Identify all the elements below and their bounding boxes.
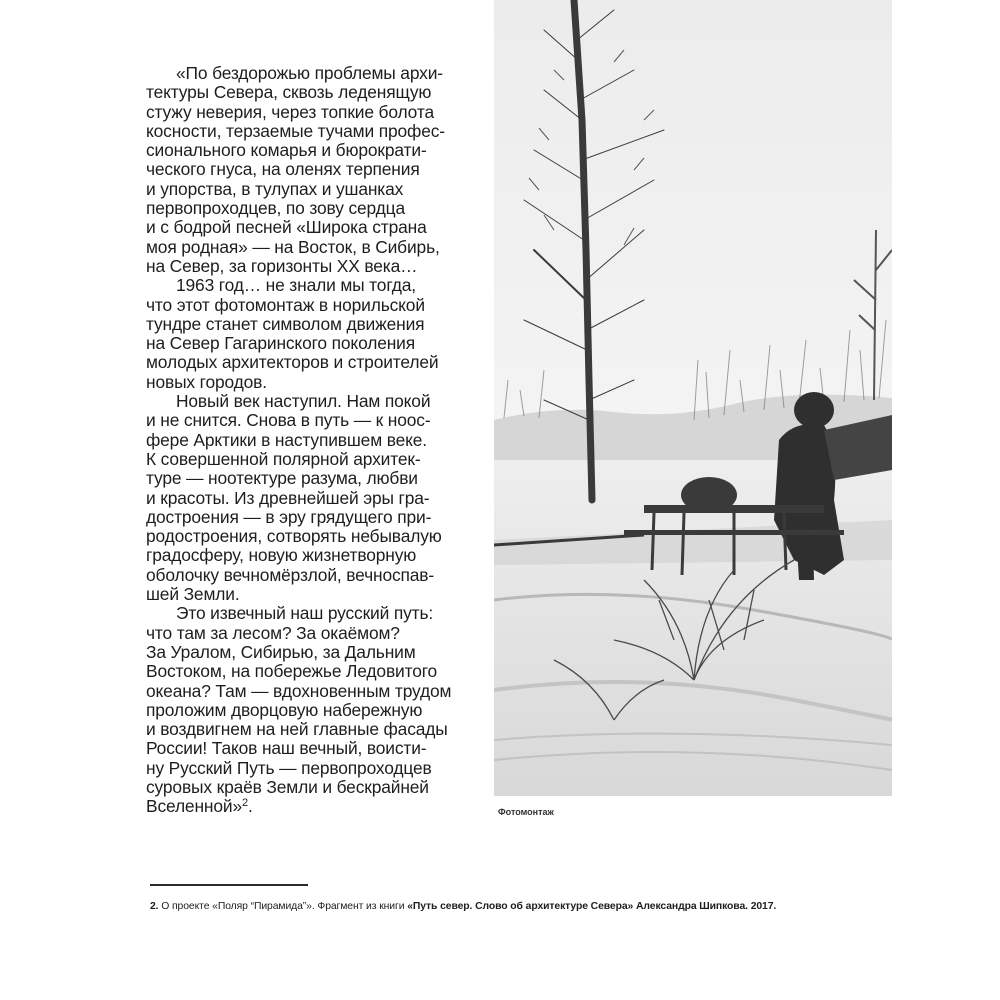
text-line: стужу неверия, через топкие болота (146, 101, 434, 122)
text-line: и воздвигнем на ней главные фасады (146, 719, 448, 740)
text-line-last (146, 797, 491, 816)
footnote-text-before: О проекте «Поляр “Пирамида”». Фрагмент из книги (158, 901, 408, 912)
text-line: ну Русский Путь — первопроходцев (146, 757, 432, 778)
text-line: За Уралом, Сибирью, за Дальним (146, 641, 416, 662)
text-line: «По бездорожью проблемы архи- (176, 63, 443, 83)
text-line: градосферу, новую жизнетворную (146, 545, 417, 566)
footnote-reference[interactable]: 2 (241, 797, 248, 810)
text-line: К совершенной полярной архитек- (146, 448, 421, 469)
text-line: 1963 год… не знали мы тогда, (176, 275, 416, 296)
footnote-number: 2. (150, 901, 159, 912)
photomontage-image (494, 0, 892, 796)
footnote-divider (150, 884, 308, 886)
text-line: ческого гнуса, на оленях терпения (146, 159, 420, 180)
text-line: Новый век наступил. Нам покой (176, 391, 431, 412)
text-line: оболочку вечномёрзлой, вечноспав- (146, 564, 435, 585)
text-line: шей Земли. (146, 584, 240, 605)
footnote-text-after: Александра Шипкова. 2017. (633, 901, 777, 912)
text-line: и с бодрой песней «Широка страна (146, 217, 427, 238)
text-line: достроения — в эру грядущего при- (146, 506, 432, 527)
text-line: океана? Там — вдохновенным трудом (146, 680, 452, 701)
text-line: что этот фотомонтаж в норильской (146, 294, 425, 315)
text-line: суровых краёв Земли и бескрайней (146, 776, 429, 797)
text-line: тектуры Севера, сквозь леденящую (146, 82, 432, 103)
text-line: молодых архитекторов и строителей (146, 352, 439, 373)
text-line: сионального комарья и бюрократи- (146, 140, 427, 161)
text-line: Это извечный наш русский путь: (176, 603, 434, 624)
text-line: на Север Гагаринского поколения (146, 333, 416, 354)
text-line: на Север, за горизонты XX века… (146, 255, 418, 276)
main-text-column (146, 64, 491, 817)
text-line: туре — ноотектуре разума, любви (146, 468, 418, 489)
winter-tundra-photo (494, 0, 892, 796)
text-line: тундре станет символом движения (146, 313, 425, 334)
text-line: России! Таков наш вечный, воисти- (146, 738, 427, 759)
text-line: первопроходцев, по зову сердца (146, 198, 405, 219)
text-line: моя родная» — на Восток, в Сибирь, (146, 236, 440, 257)
text-line: родостроения, сотворять небывалую (146, 526, 442, 547)
text-line: и красоты. Из древнейшей эры гра- (146, 487, 430, 508)
footnote-book-title: «Путь север. Слово об архитектуре Севера» (407, 901, 634, 912)
text-line: и не снится. Снова в путь — к ноос- (146, 410, 431, 431)
text-line: Востоком, на побережье Ледовитого (146, 661, 438, 682)
photo-caption: Фотомонтаж (498, 807, 554, 817)
text-line: новых городов. (146, 371, 267, 392)
footnote (150, 901, 776, 912)
footnote-reference-period: . (247, 796, 253, 817)
text-line: косности, терзаемые тучами профес- (146, 120, 445, 141)
text-line: что там за лесом? За окаёмом? (146, 622, 400, 643)
text-line: и упорства, в тулупах и ушанках (146, 178, 404, 199)
text-line: фере Арктики в наступившем веке. (146, 429, 427, 450)
text-line: проложим дворцовую набережную (146, 699, 423, 720)
text-line-final: Вселенной» (146, 796, 242, 817)
